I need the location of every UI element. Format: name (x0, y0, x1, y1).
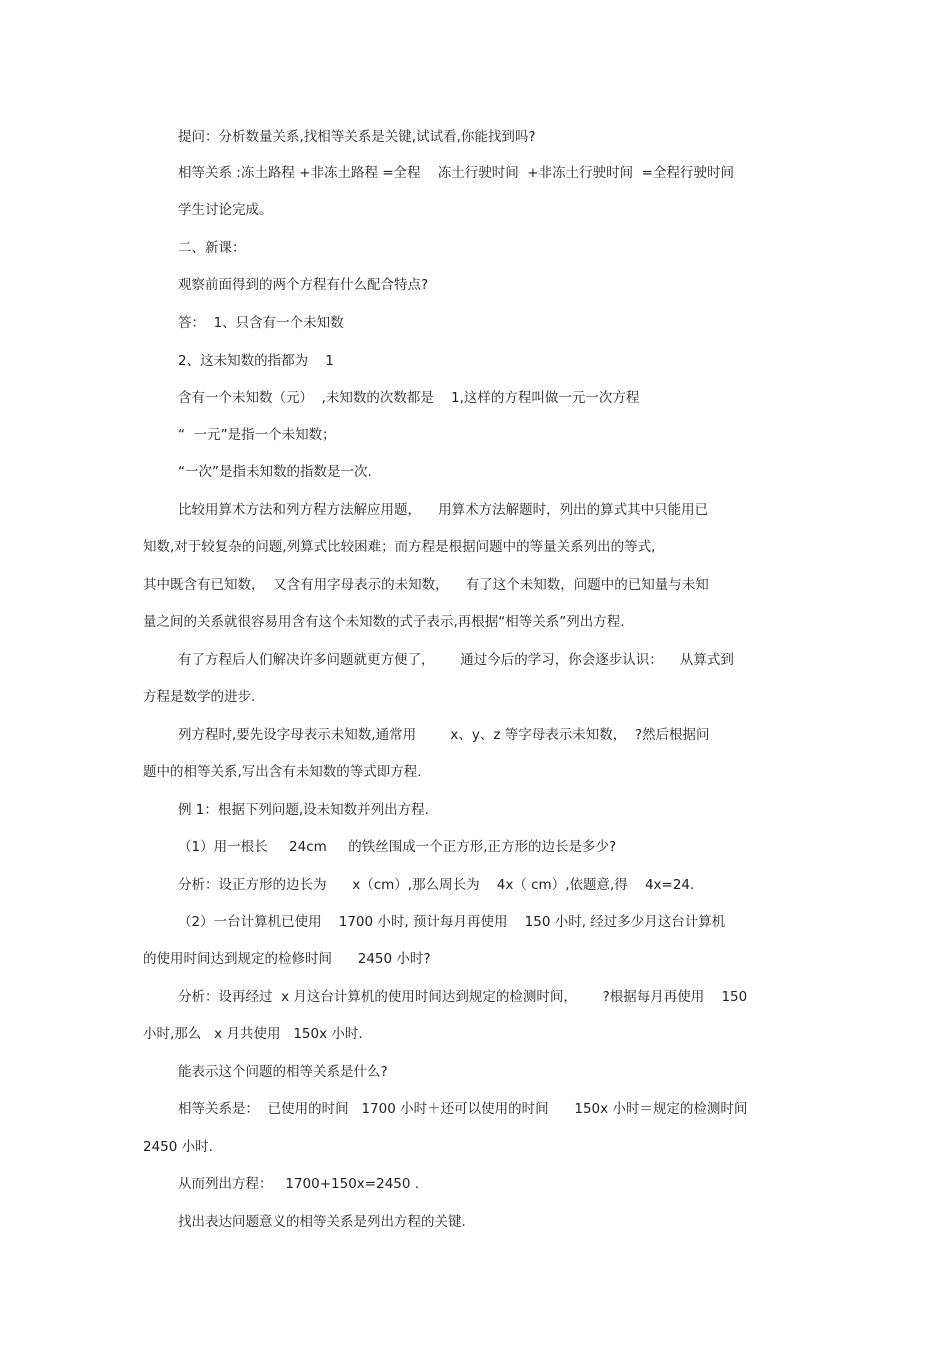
text-line: 相等关系 :冻土路程 +非冻土路程 =全程 冻土行驶时间 +非冻土行驶时间 =全程行驶时间 (178, 165, 734, 181)
text-line: 相等关系是： 已使用的时间 1700 小时＋还可以使用的时间 150x 小时＝规定的检测时间 (178, 1101, 748, 1117)
text-line: 方程是数学的进步. (143, 689, 256, 705)
text-line: 的使用时间达到规定的检修时间 2450 小时? (143, 951, 431, 967)
section-heading: 二、新课： (178, 240, 246, 256)
text-line: 其中既含有已知数， 又含有用字母表示的未知数， 有了这个未知数，问题中的已知量与未知 (143, 577, 709, 593)
text-line: 找出表达问题意义的相等关系是列出方程的关键. (178, 1214, 466, 1230)
equation-line: 从而列出方程： 1700+150x=2450 . (178, 1176, 420, 1192)
text-line: 学生讨论完成。 (178, 202, 273, 218)
text-line: 小时,那么 x 月共使用 150x 小时. (143, 1026, 363, 1042)
text-line: 比较用算术方法和列方程方法解应用题， 用算术方法解题时，列出的算式其中只能用已 (178, 502, 709, 518)
text-line: 能表示这个问题的相等关系是什么? (178, 1064, 388, 1080)
text-line: 提问：分析数量关系,找相等关系是关键,试试看,你能找到吗? (178, 129, 536, 145)
text-line: 有了方程后人们解决许多问题就更方便了， 通过今后的学习，你会逐步认识： 从算式到 (178, 652, 734, 668)
text-line: 答： 1、只含有一个未知数 (178, 315, 344, 331)
text-line: 知数,对于较复杂的问题,列算式比较困难；而方程是根据问题中的等量关系列出的等式, (143, 539, 656, 555)
text-line: “一次”是指未知数的指数是一次. (178, 464, 372, 480)
text-line: 2、这未知数的指都为 1 (178, 353, 334, 369)
text-line: 2450 小时. (143, 1139, 213, 1155)
example-heading: 例 1：根据下列问题,设未知数并列出方程. (178, 802, 429, 818)
text-line: 分析：设再经过 x 月这台计算机的使用时间达到规定的检测时间， ?根据每月再使用 150 (178, 989, 748, 1005)
text-line: 量之间的关系就很容易用含有这个未知数的式子表示,再根据“相等关系”列出方程. (143, 614, 625, 630)
text-line: “ 一元”是指一个未知数； (178, 427, 336, 443)
text-line: 题中的相等关系,写出含有未知数的等式即方程. (143, 764, 422, 780)
text-line: （2）一台计算机已使用 1700 小时, 预计每月再使用 150 小时, 经过多少月这台计算机 (178, 914, 726, 930)
text-line: （1）用一根长 24cm 的铁丝围成一个正方形,正方形的边长是多少? (178, 839, 617, 855)
text-line: 列方程时,要先设字母表示未知数,通常用 x、y、z 等字母表示未知数， ?然后根据问 (178, 727, 710, 743)
text-line: 观察前面得到的两个方程有什么配合特点? (178, 277, 429, 293)
text-line: 分析：设正方形的边长为 x（cm）,那么周长为 4x（ cm）,依题意,得 4x=24. (178, 877, 695, 893)
text-line: 含有一个未知数（元） ,未知数的次数都是 1,这样的方程叫做一元一次方程 (178, 390, 640, 406)
